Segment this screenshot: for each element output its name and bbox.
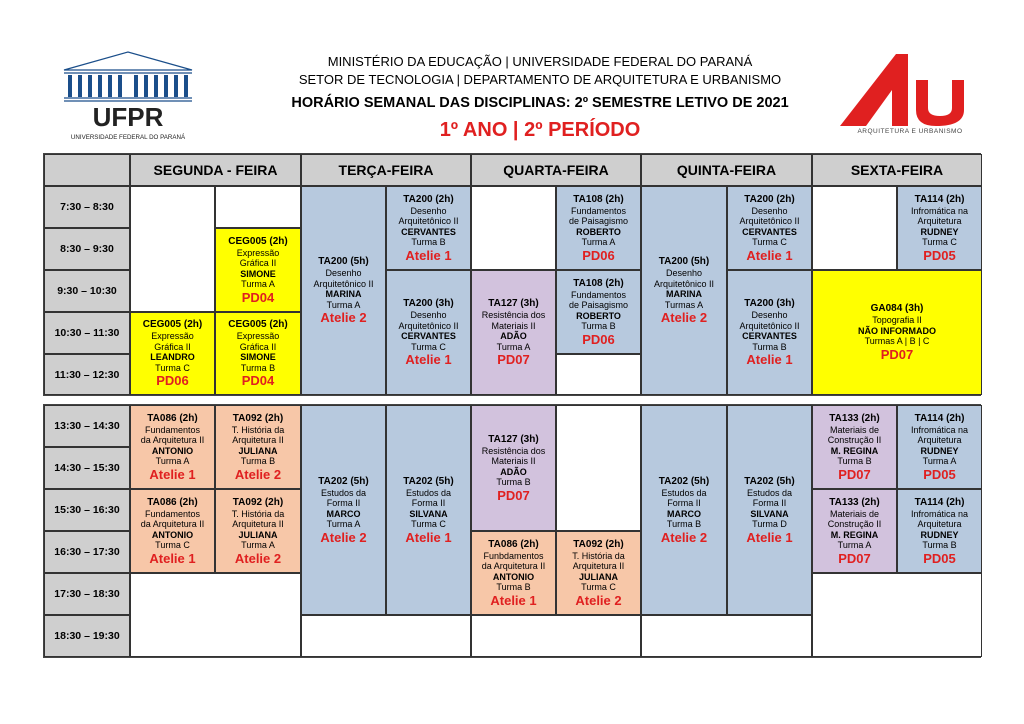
class-block (812, 270, 982, 395)
room-label: Atelie 2 (234, 466, 282, 482)
course-name: Resistência dos Materiais II (481, 310, 546, 331)
ufpr-logo-text: UFPR (92, 102, 164, 132)
room-label: Atelie 1 (490, 592, 537, 608)
professor-name: LEANDRO (150, 352, 195, 362)
room-label: PD06 (582, 331, 615, 347)
class-code: TA092 (2h) (232, 496, 284, 508)
professor-name: MARCO (667, 508, 701, 519)
class-block (471, 405, 556, 531)
time-slot: 15:30 – 16:30 (44, 489, 130, 531)
room-label: Atelie 2 (234, 550, 282, 566)
class-block (897, 489, 982, 573)
class-code: TA202 (5h) (744, 475, 795, 487)
course-name: Funbdamentos da Arquitetura II (481, 550, 546, 571)
class-block (727, 405, 812, 615)
course-name: Fundamentos de Paisagismo (568, 289, 629, 310)
class-block (727, 186, 812, 270)
class-code: CEG005 (2h) (228, 319, 288, 330)
professor-name: RUDNEY (920, 529, 959, 540)
class-code: GA084 (3h) (870, 303, 924, 315)
time-slot: 11:30 – 12:30 (44, 354, 130, 395)
room-label: PD07 (880, 346, 914, 362)
page-subtitle: 1º ANO | 2º PERÍODO (439, 119, 641, 141)
empty-slot (812, 573, 982, 657)
room-label: Atelie 1 (746, 247, 793, 263)
course-name: Desenho Arquitetônico II (739, 310, 800, 331)
class-block (215, 489, 301, 573)
class-group: Turma C (411, 341, 446, 352)
class-block (727, 270, 812, 395)
class-code: TA108 (2h) (573, 193, 624, 205)
class-code: TA200 (5h) (658, 256, 710, 267)
ufpr-logo (58, 48, 198, 144)
course-name: Desenho Arquitetônico II (398, 310, 459, 331)
professor-name: MARCO (326, 508, 361, 519)
class-block (471, 270, 556, 395)
room-label: PD05 (923, 550, 956, 566)
professor-name: MARINA (666, 289, 702, 299)
class-code: CEG005 (2h) (228, 235, 288, 247)
morning-schedule-table (43, 153, 981, 396)
professor-name: ADÃO (500, 466, 527, 477)
time-slot: 13:30 – 14:30 (44, 405, 130, 447)
empty-slot (130, 186, 215, 312)
class-group: Turmas A | B | C (864, 336, 930, 347)
empty-slot (301, 615, 471, 657)
class-code: TA202 (5h) (658, 475, 710, 487)
time-slot: 18:30 – 19:30 (44, 615, 130, 657)
course-name: Fundamentos da Arquitetura II (140, 508, 205, 529)
class-group: Turma B (837, 456, 872, 466)
professor-name: ADÃO (500, 331, 527, 341)
class-group: Turma B (496, 582, 531, 592)
class-block (471, 531, 556, 615)
class-group: Turma A (155, 456, 190, 466)
class-block (556, 186, 641, 270)
professor-name: RUDNEY (920, 445, 959, 456)
room-label: Atelie 1 (405, 529, 452, 545)
professor-name: CERVANTES (742, 226, 797, 237)
course-name: Estudos da Forma II (746, 487, 793, 508)
room-label: PD05 (923, 466, 956, 482)
room-label: Atelie 1 (149, 466, 196, 482)
course-name: Desenho Arquitetônico II (313, 268, 374, 289)
professor-name: MARINA (325, 289, 362, 299)
page-title: HORÁRIO SEMANAL DAS DISCIPLINAS: 2º SEMESTRE LETIVO DE 2021 (291, 95, 789, 111)
class-code: TA114 (2h) (914, 496, 965, 508)
class-code: TA200 (2h) (403, 193, 454, 205)
class-code: TA092 (2h) (573, 538, 624, 550)
class-block (130, 405, 215, 489)
class-group: Turma C (155, 362, 190, 373)
class-block (897, 405, 982, 489)
class-block (215, 312, 301, 395)
room-label: Atelie 1 (405, 352, 452, 367)
class-code: TA108 (2h) (573, 277, 624, 289)
class-group: Turma B (411, 237, 446, 247)
afternoon-schedule-table (43, 404, 981, 658)
room-label: Atelie 2 (320, 310, 367, 325)
room-label: PD04 (241, 289, 275, 305)
class-code: TA127 (3h) (488, 433, 539, 445)
class-group: Turma A (837, 540, 872, 550)
professor-name: CERVANTES (401, 331, 456, 341)
class-block (386, 405, 471, 615)
class-code: TA202 (5h) (403, 475, 454, 487)
class-group: Turma A (922, 456, 957, 466)
class-group: Turma B (666, 519, 702, 529)
class-group: Turma C (155, 540, 190, 550)
class-code: TA114 (2h) (914, 412, 965, 424)
class-code: TA133 (2h) (829, 412, 880, 424)
professor-name: SILVANA (409, 508, 448, 519)
class-code: TA200 (3h) (744, 298, 795, 309)
class-code: TA202 (5h) (318, 475, 369, 487)
course-name: Desenho Arquitetônico II (739, 205, 800, 226)
class-block (556, 270, 641, 354)
room-label: PD07 (497, 352, 530, 367)
au-logo-caption: ARQUITETURA E URBANISMO (857, 128, 963, 135)
professor-name: ROBERTO (576, 310, 621, 321)
class-group: Turma B (922, 540, 957, 550)
course-name: Expressão Gráfica II (151, 331, 194, 352)
class-code: TA086 (2h) (488, 538, 539, 550)
class-group: Turma B (496, 477, 531, 487)
professor-name: JULIANA (238, 445, 278, 456)
class-block (215, 405, 301, 489)
class-group: Turma C (411, 519, 446, 529)
class-block (556, 531, 641, 615)
corner-cell (44, 154, 130, 186)
class-group: Turma A (326, 519, 361, 529)
class-code: TA092 (2h) (232, 412, 284, 424)
class-group: Turma B (240, 456, 276, 466)
class-code: TA086 (2h) (147, 412, 198, 424)
class-group: Turma C (752, 237, 787, 247)
class-block (812, 489, 897, 573)
professor-name: SIMONE (240, 352, 276, 362)
day-header-monday: SEGUNDA - FEIRA (130, 154, 301, 186)
class-block (215, 228, 301, 312)
room-label: Atelie 1 (746, 529, 793, 545)
room-label: PD06 (582, 247, 615, 263)
class-group: Turma A (326, 299, 361, 310)
course-name: Fundamentos da Arquitetura II (140, 424, 205, 445)
room-label: Atelie 2 (575, 592, 622, 608)
room-label: PD04 (241, 373, 275, 388)
day-header-wednesday: QUARTA-FEIRA (471, 154, 641, 186)
room-label: PD06 (156, 373, 189, 388)
time-slot: 17:30 – 18:30 (44, 573, 130, 615)
time-slot: 14:30 – 15:30 (44, 447, 130, 489)
class-block (641, 405, 727, 615)
empty-slot (471, 615, 641, 657)
professor-name: SILVANA (750, 508, 789, 519)
professor-name: RUDNEY (920, 226, 959, 237)
course-name: Estudos da Forma II (661, 487, 707, 508)
room-label: PD07 (838, 466, 871, 482)
empty-slot (471, 186, 556, 270)
header-line-sector: SETOR DE TECNOLOGIA | DEPARTAMENTO DE ARQUITETURA E URBANISMO (298, 72, 782, 87)
professor-name: JULIANA (238, 529, 278, 540)
empty-slot (215, 186, 301, 228)
course-name: T. História da Arquitetura II (231, 424, 285, 445)
empty-slot (812, 186, 897, 270)
class-block (301, 405, 386, 615)
empty-slot (556, 405, 641, 531)
professor-name: M. REGINA (830, 445, 879, 456)
class-block (641, 186, 727, 395)
empty-slot (556, 354, 641, 395)
room-label: PD07 (838, 550, 871, 566)
header-line-ministry: MINISTÉRIO DA EDUCAÇÃO | UNIVERSIDADE FEDERAL DO PARANÁ (327, 54, 753, 69)
course-name: Resistência dos Materiais II (481, 445, 546, 466)
professor-name: SIMONE (240, 268, 276, 279)
empty-slot (641, 615, 812, 657)
professor-name: JULIANA (578, 571, 618, 582)
class-code: TA200 (2h) (744, 193, 795, 205)
class-code: TA127 (3h) (488, 298, 539, 309)
class-code: TA086 (2h) (147, 496, 198, 508)
room-label: Atelie 2 (320, 529, 367, 545)
room-label: Atelie 1 (405, 247, 452, 263)
time-slot: 7:30 – 8:30 (44, 186, 130, 228)
course-name: Materiais de Construção II (827, 424, 882, 445)
course-name: Infromática na Arquitetura (910, 424, 969, 445)
class-block (812, 405, 897, 489)
course-name: Expressão Gráfica II (236, 331, 280, 352)
class-code: TA114 (2h) (914, 193, 965, 205)
class-code: TA200 (3h) (403, 298, 454, 309)
course-name: Infromática na Arquitetura (910, 508, 969, 529)
course-name: Desenho Arquitetônico II (398, 205, 459, 226)
class-block (301, 186, 386, 395)
class-code: TA133 (2h) (829, 496, 880, 508)
professor-name: ANTONIO (492, 571, 535, 582)
time-slot: 9:30 – 10:30 (44, 270, 130, 312)
class-group: Turma D (752, 519, 787, 529)
time-slot: 16:30 – 17:30 (44, 531, 130, 573)
course-name: Expressão Gráfica II (236, 247, 280, 268)
room-label: PD05 (923, 247, 956, 263)
professor-name: M. REGINA (830, 529, 879, 540)
day-header-friday: SEXTA-FEIRA (812, 154, 982, 186)
professor-name: CERVANTES (401, 226, 456, 237)
class-block (130, 312, 215, 395)
class-group: Turma A (241, 540, 275, 550)
class-group: Turma A (581, 237, 616, 247)
time-slot: 8:30 – 9:30 (44, 228, 130, 270)
class-group: Turma C (581, 582, 616, 592)
class-code: CEG005 (2h) (142, 319, 203, 330)
class-group: Turma B (581, 321, 616, 331)
room-label: PD07 (497, 487, 530, 503)
class-group: Turma B (240, 362, 276, 373)
professor-name: CERVANTES (742, 331, 797, 341)
class-group: Turma A (496, 341, 531, 352)
class-code: TA200 (5h) (318, 256, 369, 267)
class-group: Turma C (922, 237, 957, 247)
course-name: T. História da Arquitetura II (231, 508, 285, 529)
course-name: T. História da Arquitetura II (572, 550, 625, 571)
course-name: Estudos da Forma II (320, 487, 367, 508)
empty-slot (130, 573, 301, 657)
course-name: Topografia II (872, 315, 922, 326)
class-group: Turma A (241, 279, 275, 289)
course-name: Fundamentos de Paisagismo (568, 205, 629, 226)
course-name: Infromática na Arquitetura (910, 205, 969, 226)
room-label: Atelie 1 (746, 352, 793, 367)
class-block (386, 186, 471, 270)
course-name: Materiais de Construção II (827, 508, 882, 529)
class-block (130, 489, 215, 573)
class-group: Turmas A (664, 299, 704, 310)
professor-name: ROBERTO (576, 226, 621, 237)
course-name: Estudos da Forma II (405, 487, 452, 508)
room-label: Atelie 1 (149, 550, 196, 566)
room-label: Atelie 2 (660, 310, 708, 325)
day-header-thursday: QUINTA-FEIRA (641, 154, 812, 186)
ufpr-logo-subtext: UNIVERSIDADE FEDERAL DO PARANÁ (70, 134, 186, 141)
room-label: Atelie 2 (660, 529, 708, 545)
professor-name: ANTONIO (151, 445, 194, 456)
class-block (897, 186, 982, 270)
class-block (386, 270, 471, 395)
day-header-tuesday: TERÇA-FEIRA (301, 154, 471, 186)
class-group: Turma B (752, 341, 787, 352)
course-name: Desenho Arquitetônico II (653, 268, 715, 289)
professor-name: NÃO INFORMADO (858, 325, 936, 336)
professor-name: ANTONIO (151, 529, 194, 540)
time-slot: 10:30 – 11:30 (44, 312, 130, 354)
